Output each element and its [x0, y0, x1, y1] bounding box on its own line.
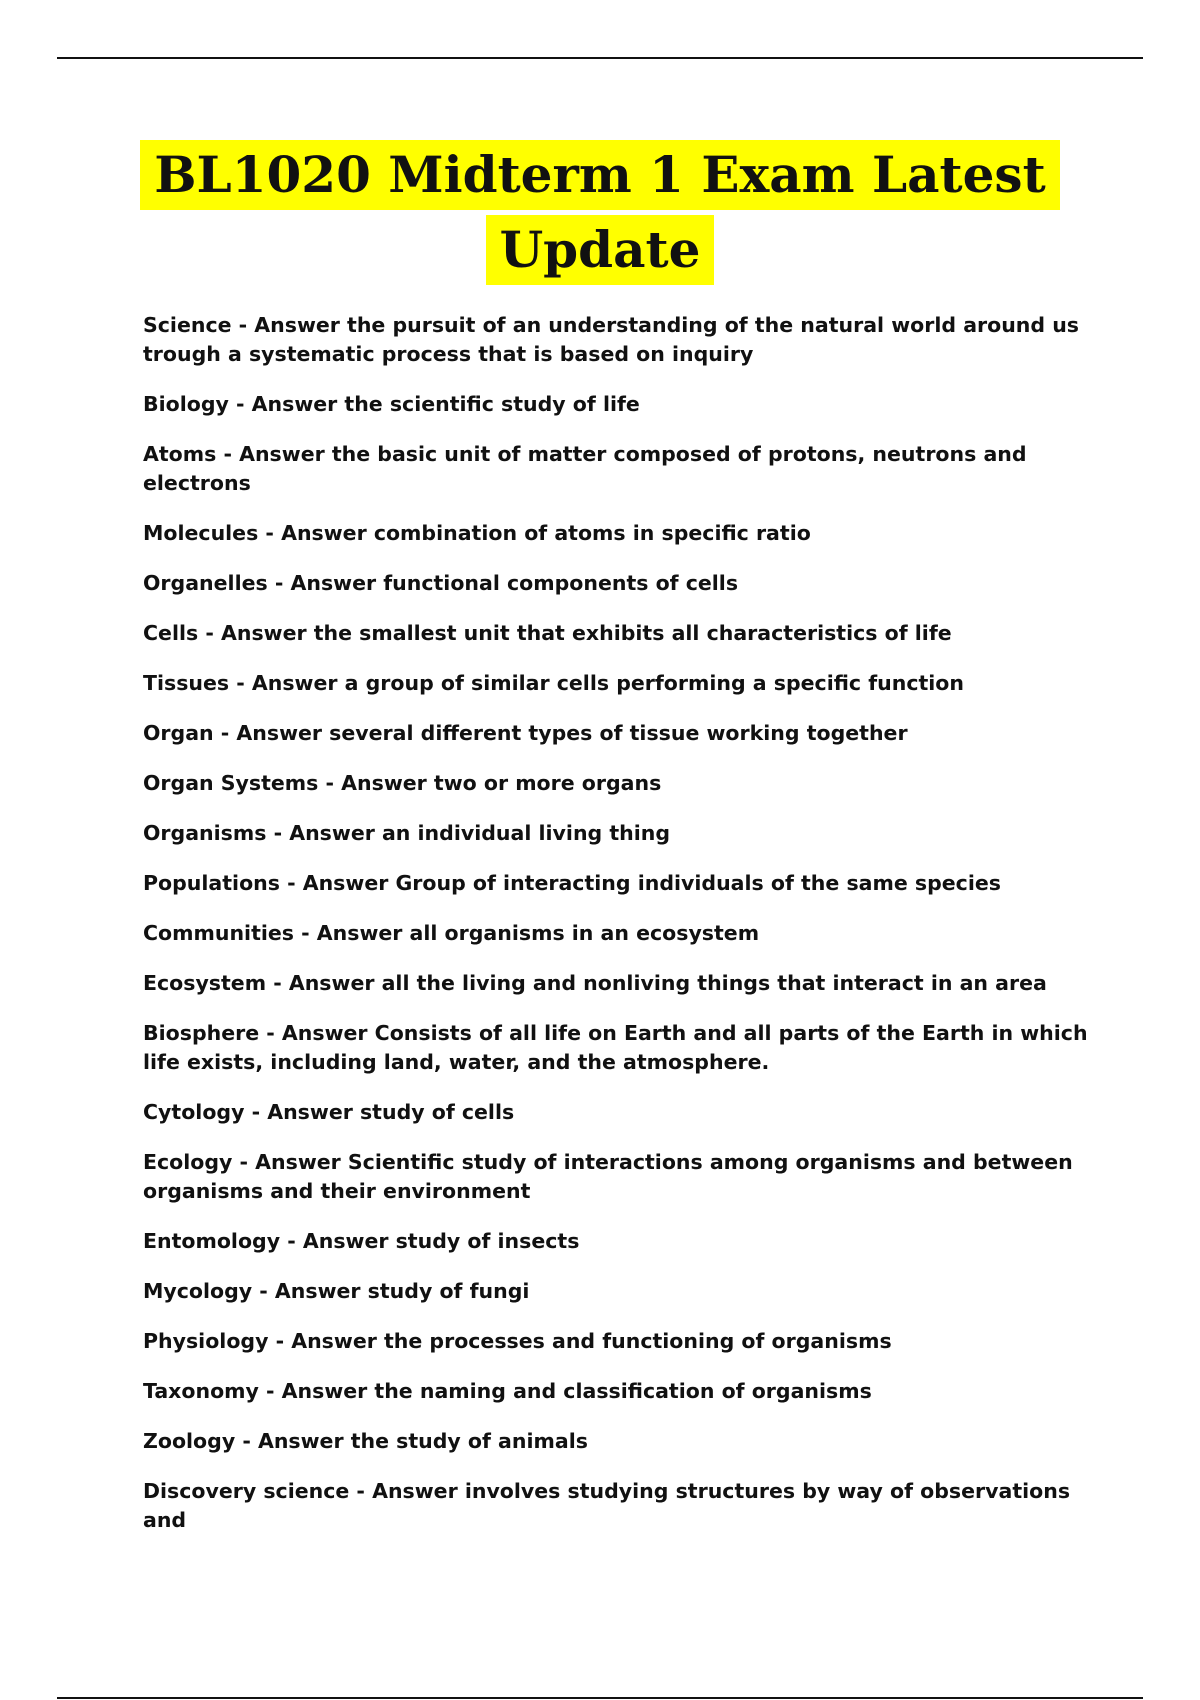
definition-entry: Biosphere - Answer Consists of all life on Earth and all parts of the Earth in which life exists, including land, water, and the atmosphere.: [143, 1021, 1088, 1074]
definition-entry: Cytology - Answer study of cells: [143, 1100, 515, 1124]
definition-entry: Entomology - Answer study of insects: [143, 1229, 580, 1253]
bottom-rule: [57, 1697, 1143, 1699]
definition-entry: Ecology - Answer Scientific study of interactions among organisms and between organisms and their environment: [143, 1150, 1073, 1203]
definition-entry: Science - Answer the pursuit of an understanding of the natural world around us trough a systematic process that is based on inquiry: [143, 313, 1080, 366]
definition-entry: Organ Systems - Answer two or more organs: [143, 771, 662, 795]
definition-entry: Discovery science - Answer involves studying structures by way of observations and: [143, 1479, 1071, 1532]
definition-entry: Mycology - Answer study of fungi: [143, 1279, 530, 1303]
definition-entry: Molecules - Answer combination of atoms in specific ratio: [143, 521, 811, 545]
definition-entry: Populations - Answer Group of interacting individuals of the same species: [143, 871, 1001, 895]
definition-list: [143, 311, 1093, 1556]
definition-entry: Organelles - Answer functional components of cells: [143, 571, 739, 595]
definition-entry: Organ - Answer several different types of tissue working together: [143, 721, 908, 745]
definition-entry: Communities - Answer all organisms in an ecosystem: [143, 921, 760, 945]
definition-entry: Cells - Answer the smallest unit that exhibits all characteristics of life: [143, 621, 952, 645]
definition-entry: Tissues - Answer a group of similar cells performing a specific function: [143, 671, 964, 695]
title-line-2: Update: [486, 215, 715, 285]
definition-entry: Ecosystem - Answer all the living and nonliving things that interact in an area: [143, 971, 1047, 995]
top-rule: [57, 57, 1143, 59]
definition-entry: Atoms - Answer the basic unit of matter composed of protons, neutrons and electrons: [143, 442, 1027, 495]
document-title: [0, 140, 1200, 285]
title-line-1: BL1020 Midterm 1 Exam Latest: [140, 140, 1059, 210]
definition-entry: Biology - Answer the scientific study of life: [143, 392, 640, 416]
definition-entry: Physiology - Answer the processes and functioning of organisms: [143, 1329, 892, 1353]
definition-entry: Taxonomy - Answer the naming and classification of organisms: [143, 1379, 872, 1403]
definition-entry: Organisms - Answer an individual living thing: [143, 821, 671, 845]
definition-entry: Zoology - Answer the study of animals: [143, 1429, 588, 1453]
